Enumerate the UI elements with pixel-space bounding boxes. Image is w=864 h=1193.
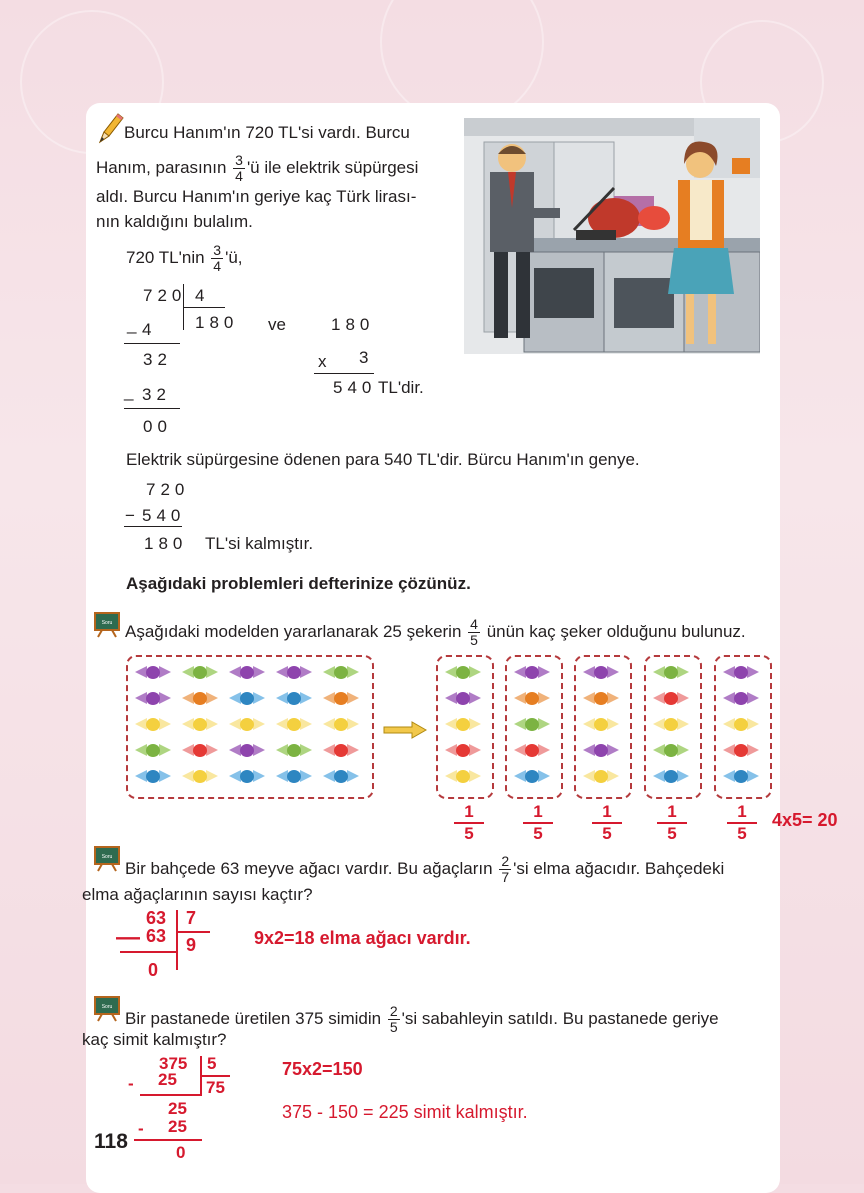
q3-step2: 25 (168, 1117, 187, 1136)
candy-icon (181, 742, 219, 759)
chalkboard-icon (94, 612, 120, 638)
q2-division-line (176, 931, 210, 933)
candy-icon (652, 664, 690, 681)
candy-icon (134, 742, 172, 759)
q3-divisor: 5 (207, 1054, 217, 1073)
frac-num: 4 (470, 616, 478, 632)
division-remainder1: 32 (143, 350, 172, 369)
group-fraction (722, 802, 762, 844)
q3-rule (134, 1139, 202, 1141)
problem1-setup (126, 243, 243, 274)
problem1-line4: nın kaldığını bulalım. (96, 212, 253, 231)
candy-icon (134, 664, 172, 681)
problem1-line1: Burcu Hanım'ın 720 TL'si vardı. Burcu (124, 123, 410, 142)
mult-b: 3 (359, 348, 369, 367)
candy-icon (582, 664, 620, 681)
frac-num: 3 (235, 152, 243, 168)
frac-num: 2 (389, 1003, 398, 1019)
sub-result: 180 (144, 534, 188, 553)
candy-icon (722, 664, 760, 681)
q2-rule (120, 951, 176, 953)
board-label: Soru (101, 620, 113, 626)
candy-icon (513, 768, 551, 785)
q3-minus1: - (128, 1074, 134, 1093)
q3-remainder1: 25 (168, 1099, 187, 1118)
candy-icon (513, 716, 551, 733)
candy-icon (181, 716, 219, 733)
mult-unit: TL'dir. (378, 378, 424, 397)
candy-icon (228, 742, 266, 759)
setup-post: 'ü, (225, 247, 243, 267)
q2-line2: elma ağaçlarının sayısı kaçtır? (82, 885, 313, 904)
frac-den: 5 (737, 824, 747, 843)
candy-icon (134, 690, 172, 707)
frac-den: 7 (501, 869, 510, 885)
frac-den: 5 (667, 824, 677, 843)
chalkboard-icon (94, 846, 120, 872)
candy-icon (322, 664, 360, 681)
candy-icon (444, 742, 482, 759)
frac-num: 2 (501, 853, 510, 869)
frac-den: 4 (235, 168, 243, 184)
chalkboard-icon (94, 996, 120, 1022)
sub-op: − (125, 506, 135, 525)
candy-icon (228, 768, 266, 785)
q2-divisor: 7 (186, 908, 197, 928)
pencil-icon (96, 112, 124, 146)
candy-icon (722, 690, 760, 707)
minus-sign: _ (124, 382, 134, 401)
board-label: Soru (101, 854, 113, 860)
candy-icon (134, 768, 172, 785)
candy-icon (722, 768, 760, 785)
q2-remainder: 0 (148, 960, 159, 980)
frac-num: 1 (454, 802, 484, 824)
frac-den: 5 (533, 824, 543, 843)
q2-step: 63 (146, 926, 167, 946)
frac-den: 5 (602, 824, 612, 843)
division-dividend: 720 (143, 286, 187, 305)
candy-icon (181, 664, 219, 681)
candy-icon (322, 690, 360, 707)
setup-pre: 720 TL'nin (126, 247, 205, 267)
q2-text-post: 'si elma ağacıdır. Bahçedeki (513, 858, 725, 878)
candy-icon (722, 716, 760, 733)
fraction-three-quarters (211, 243, 223, 274)
problem1-statement: Elektrik süpürgesine ödenen para 540 TL'dir. Bürcu Hanım'ın genye. (126, 450, 640, 469)
candy-icon (582, 768, 620, 785)
candy-icon (275, 664, 313, 681)
q2-answer: 9x2=18 elma ağacı vardır. (254, 928, 471, 948)
q1-text-post: ünün kaç şeker olduğunu bulunuz. (486, 621, 746, 641)
division-remainder2: 00 (143, 417, 172, 436)
q1-text (125, 617, 746, 648)
problem1-line2-start: Hanım, parasının (96, 157, 227, 177)
q3-answer1: 75x2=150 (282, 1059, 363, 1079)
group-fraction (652, 802, 692, 844)
candy-icon (582, 742, 620, 759)
candy-icon (134, 716, 172, 733)
candy-icon (722, 742, 760, 759)
candy-icon (228, 690, 266, 707)
q2-dividend: 63 (146, 908, 167, 928)
division-quotient: 180 (195, 313, 239, 332)
candy-icon (652, 716, 690, 733)
frac-den: 5 (464, 824, 474, 843)
frac-den: 5 (470, 632, 478, 648)
frac-num: 1 (657, 802, 687, 824)
candy-icon (275, 716, 313, 733)
candy-icon (322, 742, 360, 759)
q2-quotient: 9 (186, 935, 197, 955)
minus-sign: _ (127, 315, 137, 334)
problem1-line2-end: 'ü ile elektrik süpürgesi (246, 157, 419, 177)
candy-icon (513, 690, 551, 707)
kitchen-illustration (464, 118, 760, 354)
q2-text (125, 854, 724, 885)
q2-division-bar (176, 910, 178, 970)
q3-division-line (200, 1075, 230, 1077)
ve-label: ve (268, 315, 286, 334)
problem1-line2 (96, 153, 418, 184)
frac-num: 1 (523, 802, 553, 824)
division-step2: 32 (142, 385, 171, 404)
fraction-four-fifths (468, 617, 480, 648)
candy-icon (652, 690, 690, 707)
q3-remainder2: 0 (176, 1143, 186, 1162)
q1-text-pre: Aşağıdaki modelden yararlanarak 25 şekerin (125, 621, 462, 641)
candy-icon (275, 742, 313, 759)
candy-icon (322, 716, 360, 733)
frac-num: 1 (727, 802, 757, 824)
fraction-two-fifths (388, 1004, 400, 1035)
q3-line2: kaç simit kalmıştır? (82, 1030, 227, 1049)
frac-den: 5 (389, 1019, 398, 1035)
q3-text-pre: Bir pastanede üretilen 375 simidin (125, 1008, 382, 1028)
candy-icon (228, 716, 266, 733)
mult-a: 180 (331, 315, 375, 334)
group-fraction (587, 802, 627, 844)
q3-rule (140, 1094, 200, 1096)
q2-minus: — (116, 924, 140, 951)
sub-suffix: TL'si kalmıştır. (205, 534, 314, 553)
candy-icon (513, 742, 551, 759)
page-number: 118 (94, 1130, 128, 1153)
fraction-three-quarters (233, 153, 245, 184)
q3-quotient: 75 (206, 1078, 225, 1097)
candy-icon (582, 690, 620, 707)
candy-icon (181, 768, 219, 785)
candy-icon (444, 768, 482, 785)
candy-icon (582, 716, 620, 733)
mult-result: 540 (333, 378, 377, 397)
candy-icon (228, 664, 266, 681)
division-rule (124, 408, 180, 409)
q2-text-pre: Bir bahçede 63 meyve ağacı vardır. Bu ağaçların (125, 858, 493, 878)
q3-answer2: 375 - 150 = 225 simit kalmıştır. (282, 1102, 528, 1122)
board-label: Soru (101, 1004, 113, 1010)
candy-icon (444, 716, 482, 733)
mult-rule (314, 373, 374, 374)
candy-icon (444, 690, 482, 707)
candy-icon (513, 664, 551, 681)
candy-icon (322, 768, 360, 785)
frac-den: 4 (213, 258, 222, 274)
sub-b: 540 (142, 506, 186, 525)
mult-op: x (318, 352, 327, 371)
problem1-line3: aldı. Burcu Hanım'ın geriye kaç Türk lirası- (96, 187, 417, 206)
sub-rule (124, 526, 182, 527)
candy-icon (652, 742, 690, 759)
group-fraction (518, 802, 558, 844)
q3-dividend: 375 (159, 1054, 188, 1073)
q3-text-post: 'si sabahleyin satıldı. Bu pastanede geriye (401, 1008, 719, 1028)
division-divisor: 4 (195, 286, 210, 305)
arrow-right-icon (382, 720, 428, 740)
candy-icon (275, 690, 313, 707)
fraction-two-sevenths (499, 854, 511, 885)
candy-icon (444, 664, 482, 681)
frac-num: 3 (213, 242, 222, 258)
q3-step1: 25 (158, 1070, 177, 1089)
frac-num: 1 (592, 802, 622, 824)
section-title: Aşağıdaki problemleri defterinize çözünüz. (126, 574, 471, 593)
candy-icon (652, 768, 690, 785)
candy-icon (181, 690, 219, 707)
q1-answer: 4x5= 20 (772, 810, 838, 830)
division-step1: 4 (142, 320, 152, 339)
group-fraction (449, 802, 489, 844)
candy-icon (275, 768, 313, 785)
division-rule (124, 343, 180, 344)
sub-a: 720 (146, 480, 190, 499)
q3-minus2: - (138, 1119, 144, 1138)
